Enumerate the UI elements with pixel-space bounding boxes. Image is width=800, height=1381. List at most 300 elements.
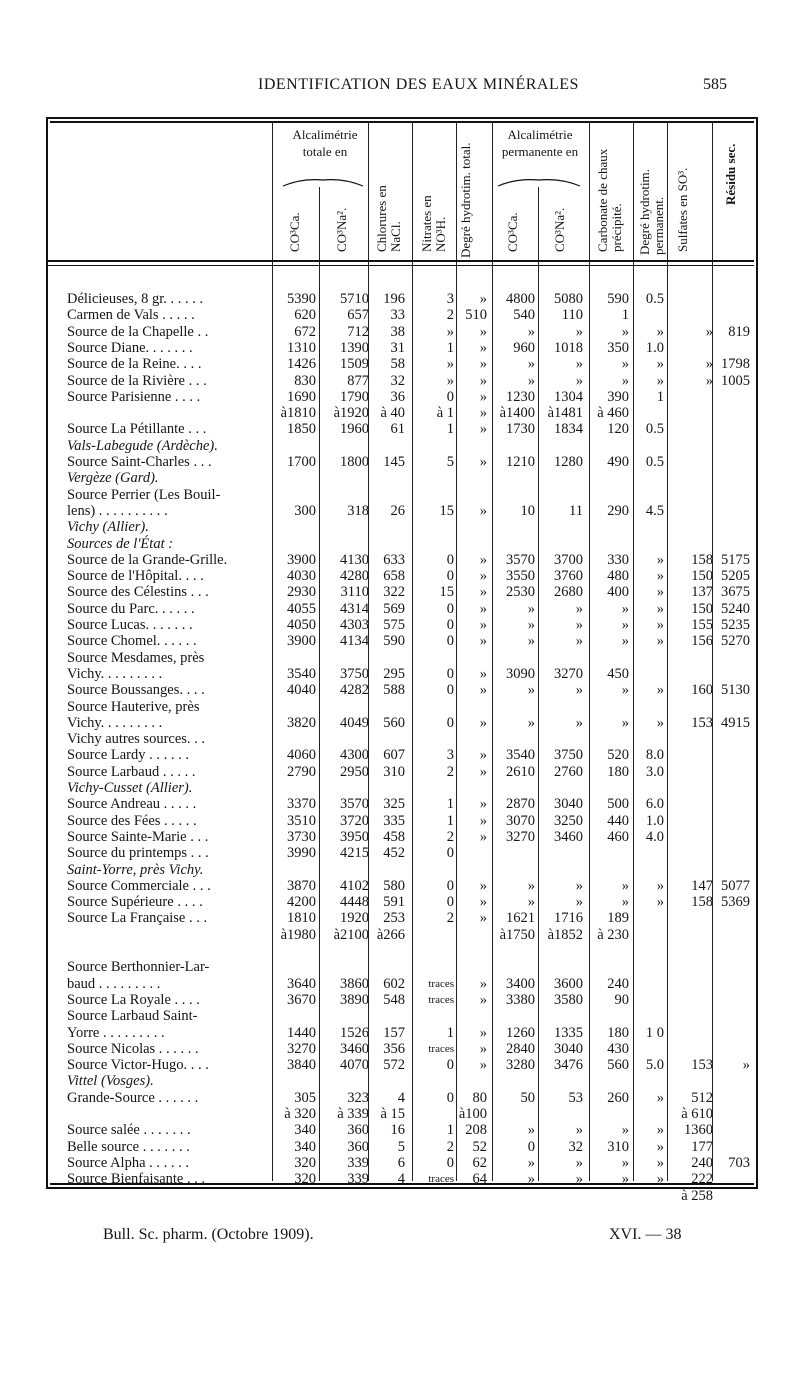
- table-cell: à 320: [284, 1106, 316, 1122]
- column-header: CO³Ca.: [287, 212, 302, 252]
- table-cell: 490: [607, 454, 629, 470]
- table-cell: 155: [691, 617, 713, 633]
- table-cell: »: [527, 1154, 535, 1171]
- table-cell: 1810: [287, 910, 316, 927]
- table-cell: 512: [691, 1089, 713, 1106]
- table-cell: à 1: [436, 405, 454, 422]
- table-cell: 0.5: [645, 291, 664, 307]
- column-header: CO³Ca.: [505, 212, 520, 252]
- table-cell: 3476: [554, 1057, 583, 1074]
- table-cell: 310: [607, 1138, 629, 1155]
- table-row: [0, 715, 800, 732]
- table-cell: 158: [691, 894, 713, 911]
- table-cell: »: [479, 454, 487, 470]
- table-cell: 36: [390, 388, 405, 405]
- table-cell: »: [705, 372, 713, 389]
- table-cell: »: [479, 405, 487, 422]
- table-cell: »: [479, 828, 487, 845]
- group-header-alk-total: Alcalimétrie totale en: [292, 127, 358, 159]
- table-cell: »: [621, 682, 629, 699]
- table-cell: 712: [347, 323, 369, 340]
- table-cell: 560: [383, 714, 405, 731]
- table-row: [0, 438, 800, 455]
- table-cell: »: [656, 894, 664, 911]
- table-cell: 1920: [340, 910, 369, 927]
- table-cell: »: [575, 372, 583, 389]
- table-cell: 2: [446, 763, 454, 780]
- table-cell: 157: [383, 1024, 405, 1041]
- table-cell: 1: [621, 307, 629, 324]
- table-cell: 1310: [287, 339, 316, 356]
- table-cell: 4049: [340, 714, 369, 731]
- table-cell: 0: [446, 600, 454, 617]
- table-cell: 3040: [554, 1040, 583, 1057]
- table-cell: 3760: [554, 568, 583, 585]
- table-cell: 16: [390, 1122, 405, 1139]
- table-cell: »: [656, 633, 664, 650]
- table-row: [0, 356, 800, 373]
- table-cell: »: [527, 372, 535, 389]
- table-cell: 110: [561, 307, 583, 324]
- table-cell: »: [621, 323, 629, 340]
- table-cell: 1798: [721, 356, 750, 373]
- table-row: [0, 780, 800, 797]
- row-label: Source Hauterive, près: [67, 698, 200, 715]
- table-cell: »: [479, 568, 487, 585]
- table-cell: 633: [383, 551, 405, 568]
- table-cell: »: [479, 584, 487, 601]
- table-cell: »: [479, 910, 487, 927]
- table-row: [0, 1090, 800, 1107]
- table-cell: 31: [390, 339, 405, 356]
- table-cell: 2680: [554, 584, 583, 601]
- table-row: [0, 601, 800, 618]
- table-row: [0, 992, 800, 1009]
- table-cell: 2530: [506, 584, 535, 601]
- table-row: [0, 307, 800, 324]
- table-cell: 877: [347, 372, 369, 389]
- table-cell: »: [621, 356, 629, 373]
- table-cell: 5710: [340, 291, 369, 307]
- column-header: Nitrates en NO³H.: [419, 195, 448, 252]
- row-label: Source Supérieure . . . .: [67, 894, 203, 911]
- table-cell: »: [656, 356, 664, 373]
- table-cell: 5.0: [645, 1057, 664, 1074]
- page-header: [0, 76, 800, 98]
- table-row: [0, 682, 800, 699]
- table-cell: 4314: [340, 600, 369, 617]
- row-label: Vichy-Cusset (Allier).: [67, 780, 193, 796]
- table-cell: 569: [383, 600, 405, 617]
- table-cell: 3640: [287, 975, 316, 992]
- table-cell: »: [656, 323, 664, 340]
- table-cell: 4300: [340, 747, 369, 764]
- row-label: Vergèze (Gard).: [67, 470, 159, 487]
- table-cell: »: [479, 763, 487, 780]
- table-cell: »: [527, 877, 535, 894]
- table-cell: à 339: [337, 1106, 369, 1122]
- table-row: [0, 340, 800, 357]
- row-label: Source Boussanges. . . .: [67, 682, 205, 699]
- table-row: [0, 845, 800, 862]
- table-cell: 1005: [721, 372, 750, 389]
- table-cell: 4.0: [645, 828, 664, 845]
- table-cell: 196: [383, 291, 405, 307]
- table-cell: »: [656, 682, 664, 699]
- table-cell: 3675: [721, 584, 750, 601]
- row-label: Saint-Yorre, près Vichy.: [67, 861, 204, 878]
- table-cell: 340: [294, 1138, 316, 1155]
- table-cell: »: [575, 894, 583, 911]
- table-cell: 2950: [340, 763, 369, 780]
- table-cell: 58: [390, 356, 405, 373]
- table-cell: 1690: [287, 388, 316, 405]
- table-row: [0, 1073, 800, 1090]
- table-cell: 11: [569, 502, 583, 519]
- table-cell: 61: [390, 421, 405, 438]
- table-cell: 3750: [340, 665, 369, 682]
- table-cell: 4: [397, 1171, 405, 1188]
- table-cell: 208: [465, 1122, 487, 1139]
- table-cell: 4280: [340, 568, 369, 585]
- row-label: Source salée . . . . . . .: [67, 1122, 191, 1139]
- table-cell: 1730: [506, 421, 535, 438]
- table-cell: 38: [390, 323, 405, 340]
- row-label: Source Mesdames, près: [67, 649, 205, 666]
- row-label: Source Diane. . . . . . .: [67, 339, 193, 356]
- table-cell: traces: [428, 1173, 454, 1186]
- table-row: [0, 1025, 800, 1042]
- table-cell: 295: [383, 665, 405, 682]
- table-cell: 180: [607, 763, 629, 780]
- table-cell: »: [575, 356, 583, 373]
- table-cell: »: [621, 617, 629, 633]
- table-cell: 1426: [287, 356, 316, 373]
- table-cell: 310: [383, 763, 405, 780]
- row-label: Source des Fées . . . . .: [67, 812, 197, 829]
- table-cell: »: [656, 1154, 664, 1171]
- table-cell: 580: [383, 877, 405, 894]
- table-cell: à1481: [547, 405, 583, 422]
- table-cell: 305: [294, 1089, 316, 1106]
- table-cell: 325: [383, 796, 405, 813]
- table-cell: 0: [446, 1089, 454, 1106]
- table-cell: 607: [383, 747, 405, 764]
- table-row: [0, 1171, 800, 1188]
- table-cell: 590: [607, 291, 629, 307]
- header-rule: [48, 260, 754, 262]
- table-cell: 3600: [554, 975, 583, 992]
- table-cell: 500: [607, 796, 629, 813]
- table-cell: »: [479, 356, 487, 373]
- table-cell: 3270: [506, 828, 535, 845]
- row-label: Source La Pétillante . . .: [67, 421, 207, 438]
- table-cell: 4.5: [645, 502, 664, 519]
- table-cell: à 610: [681, 1106, 713, 1122]
- table-cell: 1: [446, 796, 454, 813]
- table-cell: »: [621, 894, 629, 911]
- group-header-alk-perm: Alcalimétrie permanente en: [501, 127, 579, 159]
- table-row: [0, 617, 800, 634]
- row-label: Source Victor-Hugo. . . .: [67, 1057, 209, 1074]
- table-cell: 26: [390, 502, 405, 519]
- table-cell: »: [479, 633, 487, 650]
- table-cell: 1700: [287, 454, 316, 470]
- table-cell: 0: [446, 845, 454, 862]
- table-cell: »: [656, 568, 664, 585]
- page-footer: [0, 1226, 800, 1248]
- table-cell: 2: [446, 828, 454, 845]
- table-cell: 240: [691, 1154, 713, 1171]
- table-cell: »: [575, 877, 583, 894]
- table-cell: »: [621, 1122, 629, 1139]
- table-cell: 2760: [554, 763, 583, 780]
- table-row: [0, 910, 800, 927]
- table-cell: »: [575, 1122, 583, 1139]
- table-cell: 510: [465, 307, 487, 324]
- table-cell: 1621: [506, 910, 535, 927]
- table-row: [0, 894, 800, 911]
- table-cell: 450: [607, 665, 629, 682]
- table-cell: 290: [607, 502, 629, 519]
- table-cell: 1304: [554, 388, 583, 405]
- table-row: [0, 764, 800, 781]
- row-label: Belle source . . . . . . .: [67, 1138, 190, 1155]
- table-cell: 452: [383, 845, 405, 862]
- table-cell: 2790: [287, 763, 316, 780]
- table-cell: »: [656, 1089, 664, 1106]
- table-cell: »: [479, 291, 487, 307]
- table-cell: 15: [439, 502, 454, 519]
- table-cell: 4060: [287, 747, 316, 764]
- table-row: [0, 633, 800, 650]
- table-cell: 0: [446, 894, 454, 911]
- table-cell: »: [479, 388, 487, 405]
- table-cell: 4030: [287, 568, 316, 585]
- table-cell: »: [527, 682, 535, 699]
- table-cell: 3990: [287, 845, 316, 862]
- table-cell: »: [479, 975, 487, 992]
- table-cell: à 230: [597, 926, 629, 943]
- table-cell: »: [575, 323, 583, 340]
- table-cell: 62: [472, 1154, 487, 1171]
- table-cell: 1018: [554, 339, 583, 356]
- table-cell: 3370: [287, 796, 316, 813]
- column-header: Degré hydrotim. total.: [458, 142, 473, 258]
- table-row: [0, 1008, 800, 1025]
- table-cell: 3: [446, 291, 454, 307]
- table-cell: 360: [347, 1138, 369, 1155]
- table-cell: »: [621, 877, 629, 894]
- table-cell: à 15: [380, 1106, 405, 1122]
- row-label: Vichy. . . . . . . . .: [67, 714, 163, 731]
- table-cell: 0: [446, 665, 454, 682]
- row-label: Source Commerciale . . .: [67, 877, 211, 894]
- table-cell: à1920: [333, 405, 369, 422]
- table-row: [0, 878, 800, 895]
- table-cell: 3460: [340, 1040, 369, 1057]
- table-row: [0, 813, 800, 830]
- row-label: Source La Royale . . . .: [67, 991, 200, 1008]
- table-cell: 3870: [287, 877, 316, 894]
- row-label: Vichy autres sources. . .: [67, 731, 206, 748]
- table-cell: »: [527, 633, 535, 650]
- header-rule: [48, 265, 754, 266]
- table-cell: 3580: [554, 991, 583, 1008]
- table-cell: »: [479, 372, 487, 389]
- table-row: [0, 959, 800, 976]
- row-label: Source Lucas. . . . . . .: [67, 617, 193, 633]
- table-cell: 5130: [721, 682, 750, 699]
- table-cell: 300: [294, 502, 316, 519]
- column-header: Carbonate de chaux précipité.: [595, 148, 624, 252]
- table-cell: 356: [383, 1040, 405, 1057]
- table-cell: traces: [428, 1042, 454, 1055]
- table-row: [0, 503, 800, 520]
- table-cell: 1: [656, 388, 664, 405]
- table-cell: 460: [607, 828, 629, 845]
- table-cell: 588: [383, 682, 405, 699]
- row-label: Source La Française . . .: [67, 910, 208, 927]
- table-cell: »: [527, 600, 535, 617]
- table-row: [0, 584, 800, 601]
- table-cell: 3400: [506, 975, 535, 992]
- column-header: Sulfates en SO³.: [675, 167, 690, 252]
- row-label: Source de la Chapelle . .: [67, 323, 209, 340]
- row-label: Vittel (Vosges).: [67, 1073, 154, 1090]
- table-cell: »: [479, 551, 487, 568]
- table-cell: »: [527, 356, 535, 373]
- table-cell: »: [705, 323, 713, 340]
- table-cell: 10: [520, 502, 535, 519]
- table-cell: 150: [691, 568, 713, 585]
- table-cell: 1834: [554, 421, 583, 438]
- table-cell: 4: [397, 1089, 405, 1106]
- table-cell: 52: [472, 1138, 487, 1155]
- table-cell: »: [621, 714, 629, 731]
- column-header: CO³Na².: [552, 207, 567, 252]
- table-cell: 480: [607, 568, 629, 585]
- footer-volume: XVI. — 38: [609, 1226, 682, 1243]
- table-cell: »: [527, 714, 535, 731]
- table-cell: »: [656, 877, 664, 894]
- table-cell: 1850: [287, 421, 316, 438]
- table-cell: »: [527, 894, 535, 911]
- table-cell: à 40: [380, 405, 405, 422]
- table-cell: 440: [607, 812, 629, 829]
- table-cell: »: [575, 714, 583, 731]
- table-cell: 5240: [721, 600, 750, 617]
- table-row: [0, 421, 800, 438]
- table-cell: 320: [294, 1171, 316, 1188]
- table-cell: »: [575, 682, 583, 699]
- row-label: Source de la Rivière . . .: [67, 372, 207, 389]
- table-cell: à1852: [547, 926, 583, 943]
- table-cell: à1400: [499, 405, 535, 422]
- row-label: Source de la Grande-Grille.: [67, 551, 228, 568]
- table-cell: 260: [607, 1089, 629, 1106]
- table-cell: »: [479, 1040, 487, 1057]
- table-row: [0, 470, 800, 487]
- table-row: [0, 829, 800, 846]
- table-row: [0, 731, 800, 748]
- table-cell: 3510: [287, 812, 316, 829]
- table-cell: 0: [446, 877, 454, 894]
- table-cell: 0: [446, 633, 454, 650]
- table-cell: »: [705, 356, 713, 373]
- table-cell: 339: [347, 1171, 369, 1188]
- table-row: [0, 1041, 800, 1058]
- table-cell: 3570: [506, 551, 535, 568]
- table-cell: 0: [446, 388, 454, 405]
- row-label: Source du Parc. . . . . .: [67, 600, 195, 617]
- row-label: Source Andreau . . . . .: [67, 796, 197, 813]
- row-label: Vals-Labegude (Ardèche).: [67, 437, 218, 454]
- table-cell: »: [479, 682, 487, 699]
- table-cell: »: [479, 421, 487, 438]
- table-row: [0, 1155, 800, 1172]
- table-cell: »: [621, 1171, 629, 1188]
- table-cell: 540: [513, 307, 535, 324]
- table-cell: »: [479, 323, 487, 340]
- table-cell: 5077: [721, 877, 750, 894]
- table-cell: 3750: [554, 747, 583, 764]
- table-row: [0, 291, 800, 308]
- table-cell: »: [446, 356, 454, 373]
- table-cell: 5: [397, 1138, 405, 1155]
- row-label: Source de l'Hôpital. . . .: [67, 568, 204, 585]
- table-cell: 50: [520, 1089, 535, 1106]
- table-cell: 320: [294, 1154, 316, 1171]
- table-cell: »: [527, 323, 535, 340]
- table-cell: 0: [446, 1154, 454, 1171]
- row-label: Carmen de Vals . . . . .: [67, 307, 195, 324]
- table-cell: 520: [607, 747, 629, 764]
- table-cell: »: [446, 372, 454, 389]
- row-label: Source des Célestins . . .: [67, 584, 209, 601]
- table-cell: 3860: [340, 975, 369, 992]
- table-cell: 430: [607, 1040, 629, 1057]
- table-cell: 153: [691, 714, 713, 731]
- table-cell: »: [527, 617, 535, 633]
- table-cell: 1800: [340, 454, 369, 470]
- table-cell: 5390: [287, 291, 316, 307]
- footer-citation: Bull. Sc. pharm. (Octobre 1909).: [103, 1226, 314, 1243]
- table-cell: 3110: [340, 584, 369, 601]
- table-cell: 5270: [721, 633, 750, 650]
- table-cell: 0.5: [645, 454, 664, 470]
- brace-alk-total: [282, 176, 364, 188]
- table-cell: »: [479, 812, 487, 829]
- table-row: [0, 747, 800, 764]
- table-cell: »: [575, 1154, 583, 1171]
- table-cell: 590: [383, 633, 405, 650]
- table-cell: 323: [347, 1089, 369, 1106]
- table-cell: 2: [446, 307, 454, 324]
- table-cell: 2840: [506, 1040, 535, 1057]
- table-cell: 145: [383, 454, 405, 470]
- table-cell: 4050: [287, 617, 316, 633]
- table-cell: »: [621, 372, 629, 389]
- table-cell: »: [479, 617, 487, 633]
- table-cell: 0: [446, 568, 454, 585]
- table-cell: 3070: [506, 812, 535, 829]
- table-cell: 4102: [340, 877, 369, 894]
- table-cell: 1230: [506, 388, 535, 405]
- table-cell: »: [656, 551, 664, 568]
- table-cell: 1509: [340, 356, 369, 373]
- table-cell: 80: [472, 1089, 487, 1106]
